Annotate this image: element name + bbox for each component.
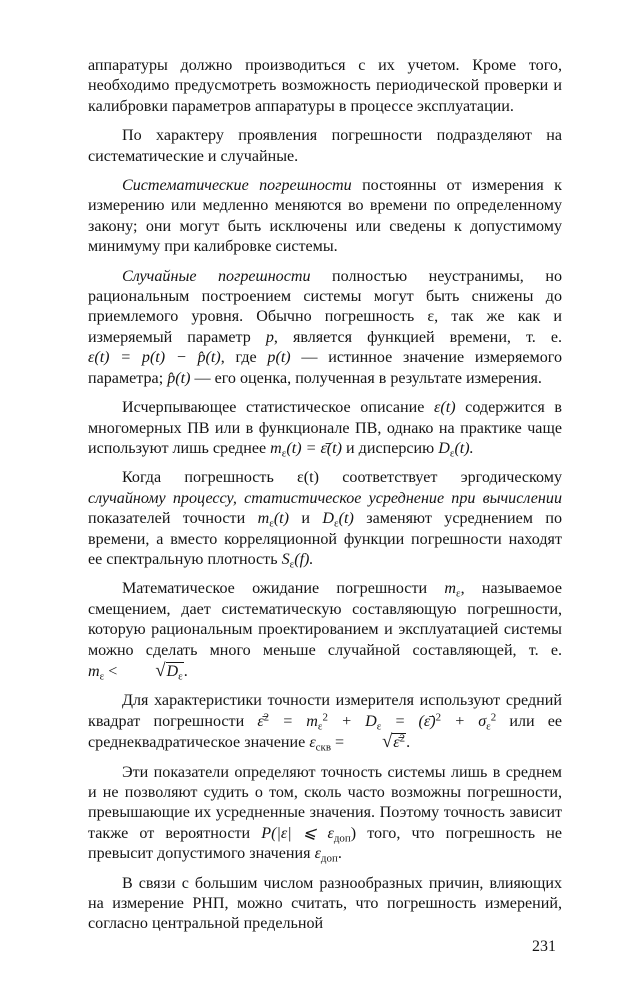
term-systematic-errors: Систематические погрешности [122, 177, 352, 195]
formula-mean [270, 439, 342, 460]
rms-equals: = [331, 734, 349, 752]
formula-error-definition: ε(t) = p(t) − p̂(t) [88, 349, 221, 367]
radicand-d: D [166, 662, 179, 680]
d-symbol: D [322, 510, 335, 528]
formula-spectral-density [281, 550, 314, 571]
inequality-sign: < [104, 662, 122, 680]
inequality-m-subscript: ε [99, 670, 105, 683]
paragraph-4-text-a: полностью неустранимы, но рациональным построением системы могут быть снижены до приемлемого уровня. Обычно погрешность ε, так же как и измеряемый параметр [88, 267, 562, 346]
formula-m-eps-2 [444, 580, 461, 600]
paragraph-8 [88, 691, 562, 753]
paragraph-7 [88, 579, 562, 682]
s-symbol: S [281, 550, 290, 568]
formula-dispersion [438, 439, 474, 460]
rms-radicand-eps: ε̄ [393, 734, 400, 752]
paragraph-8-text-a: Для характеристики точности измерителя используют средний квадрат погрешности [88, 692, 562, 730]
d-arg: (t) [338, 510, 354, 528]
paragraph-4-text-c: , где [220, 349, 268, 367]
probability-p: P [261, 824, 272, 842]
paragraph-1: аппаратуры должно производиться с их учетом. Кроме того, необходимо предусмотреть возможность периодической проверки и калибровки параметров аппаратуры в процессе эксплуатации. [88, 57, 562, 115]
dispersion-expression: (t). [454, 439, 474, 457]
paragraph-5-text-a: Исчерпывающее статистическое описание [122, 399, 435, 417]
paragraph-9-text-b: того, что погрешность не превысит допустимого значения [88, 824, 562, 863]
mean-expression: (t) = ε̄(t) [286, 439, 342, 457]
paragraph-4-text-e: — его оценка, полученная в результате измерения. [190, 369, 542, 387]
m-eps-symbol: m [444, 580, 456, 598]
page-body [88, 56, 562, 944]
paragraph-4-text-d: — истинное значение измеряемого параметра; [88, 349, 563, 387]
formula-mean-square [257, 711, 497, 733]
term-random-errors: Случайные погрешности [122, 267, 311, 285]
square-root [121, 661, 183, 682]
mean-subscript: ε [281, 447, 287, 460]
paragraph-7-text-b: , называемое смещением, дает систематическую составляющую погрешности, которую рациональным проектированием и эксплуатацией системы можно сделать много меньше случайной составляющей, т. е. [88, 580, 563, 659]
paragraph-6-and: и [289, 510, 323, 528]
s-arg: (f). [294, 550, 314, 568]
m-eps-subscript: ε [455, 587, 461, 600]
paragraph-8-text-c: . [406, 734, 411, 752]
ms-d-sub: ε [376, 720, 382, 733]
dispersion-subscript: ε [449, 447, 455, 460]
paragraph-5-text-c: и дисперсию [342, 439, 439, 457]
paragraph-6-italic: случайному процессу, статистическое усреднение при вычислении [88, 489, 562, 507]
symbol-p-of-t: p(t) [267, 349, 291, 367]
probability-arg: (|ε| ⩽ ε [271, 824, 334, 842]
d-subscript: ε [334, 517, 339, 530]
rms-square-root [348, 732, 406, 753]
paragraph-4-text-b: , является функцией времени, т. е. [273, 328, 562, 346]
rms-radical-sign-icon: √ [382, 732, 393, 753]
ms-sigma-sub: ε [486, 720, 491, 733]
ms-eps-bar-sup: 2 [263, 711, 270, 724]
s-subscript: ε [289, 558, 295, 571]
paragraph-9-text-c: . [337, 845, 342, 863]
symbol-p-hat-of-t: p̂(t) [167, 369, 191, 387]
paragraph-6-text-c: заменяют усреднением по времени, а вместо корреляционной функции погрешности находят ее спектральную плотность [88, 510, 562, 568]
paragraph-9-text-a: Эти показатели определяют точность системы лишь в среднем и не позволяют судить о том, сколь часто возможны погрешности, превышающие их усредненные значения. Поэтому точность зависит также от вероятности [88, 763, 562, 842]
formula-probability [261, 824, 357, 845]
probability-close: ) [350, 824, 357, 842]
paragraph-10: В связи с большим числом разнообразных причин, влияющих на измерение РНП, можно считать, что погрешность измерений, согласно центральной предельной [88, 874, 562, 933]
rms-radicand-sup: 2 [399, 732, 406, 745]
ms-m-sup: 2 [322, 711, 328, 724]
symbol-eps-of-t: ε(t) [434, 399, 456, 417]
ms-m: = m [269, 712, 318, 730]
radicand [166, 662, 184, 683]
ms-sigma: + σ [441, 712, 487, 730]
rms-eps: ε [309, 734, 316, 752]
ms-sigma-sup: 2 [490, 711, 497, 724]
paragraph-6 [88, 468, 562, 570]
formula-inequality [88, 660, 184, 683]
rms-subscript: скв [315, 741, 331, 754]
formula-eps-allowed [314, 845, 338, 865]
paragraph-2: По характеру проявления погрешности подразделяют на систематические и случайные. [88, 127, 562, 165]
rms-radicand [392, 733, 406, 751]
m-symbol: m [257, 510, 270, 528]
ms-eps-paren: = (ε̄) [381, 712, 436, 730]
m-subscript: ε [269, 517, 274, 530]
paragraph-3 [88, 176, 562, 258]
paragraph-4 [88, 267, 562, 389]
dispersion-symbol: D [438, 439, 450, 457]
radicand-subscript: ε [178, 670, 183, 683]
paragraph-6-text-b: показателей точности [88, 510, 258, 528]
paragraph-7-text-a: Математическое ожидание погрешности [122, 580, 445, 598]
symbol-p: p [265, 328, 274, 346]
ms-eps-bar: ε̄ [257, 712, 264, 730]
formula-m-eps [257, 510, 290, 530]
ms-eps-paren-sup: 2 [435, 711, 442, 724]
probability-subscript: доп [333, 832, 351, 845]
paragraph-8-text-b: или ее среднеквадратическое значение [88, 712, 563, 752]
paragraph-7-text-c: . [183, 662, 188, 680]
radical-sign-icon: √ [155, 660, 166, 681]
inequality-m: m [88, 662, 100, 680]
paragraph-6-text-a: Когда погрешность ε(t) соответствует эргодическому [122, 469, 562, 487]
eps-allowed: ε [314, 845, 321, 863]
paragraph-3-text: постоянны от измерения к измерению или медленно меняются во времени по определенному закону; они могут быть исключены или сведены к допустимому минимуму при калибровке системы. [88, 177, 562, 256]
m-arg: (t) [273, 510, 290, 528]
formula-rms [309, 732, 406, 754]
formula-d-eps [322, 510, 354, 530]
ms-d: + D [327, 712, 377, 730]
paragraph-5 [88, 398, 562, 459]
mean-symbol: m [270, 439, 282, 457]
paragraph-5-text-b: содержится в многомерных ПВ или в функционале ПВ, однако на практике чаще используют лишь среднее [88, 399, 562, 457]
ms-m-sub: ε [317, 720, 323, 733]
page-number: 231 [532, 938, 556, 955]
paragraph-9 [88, 763, 562, 865]
eps-allowed-subscript: доп [320, 852, 338, 865]
